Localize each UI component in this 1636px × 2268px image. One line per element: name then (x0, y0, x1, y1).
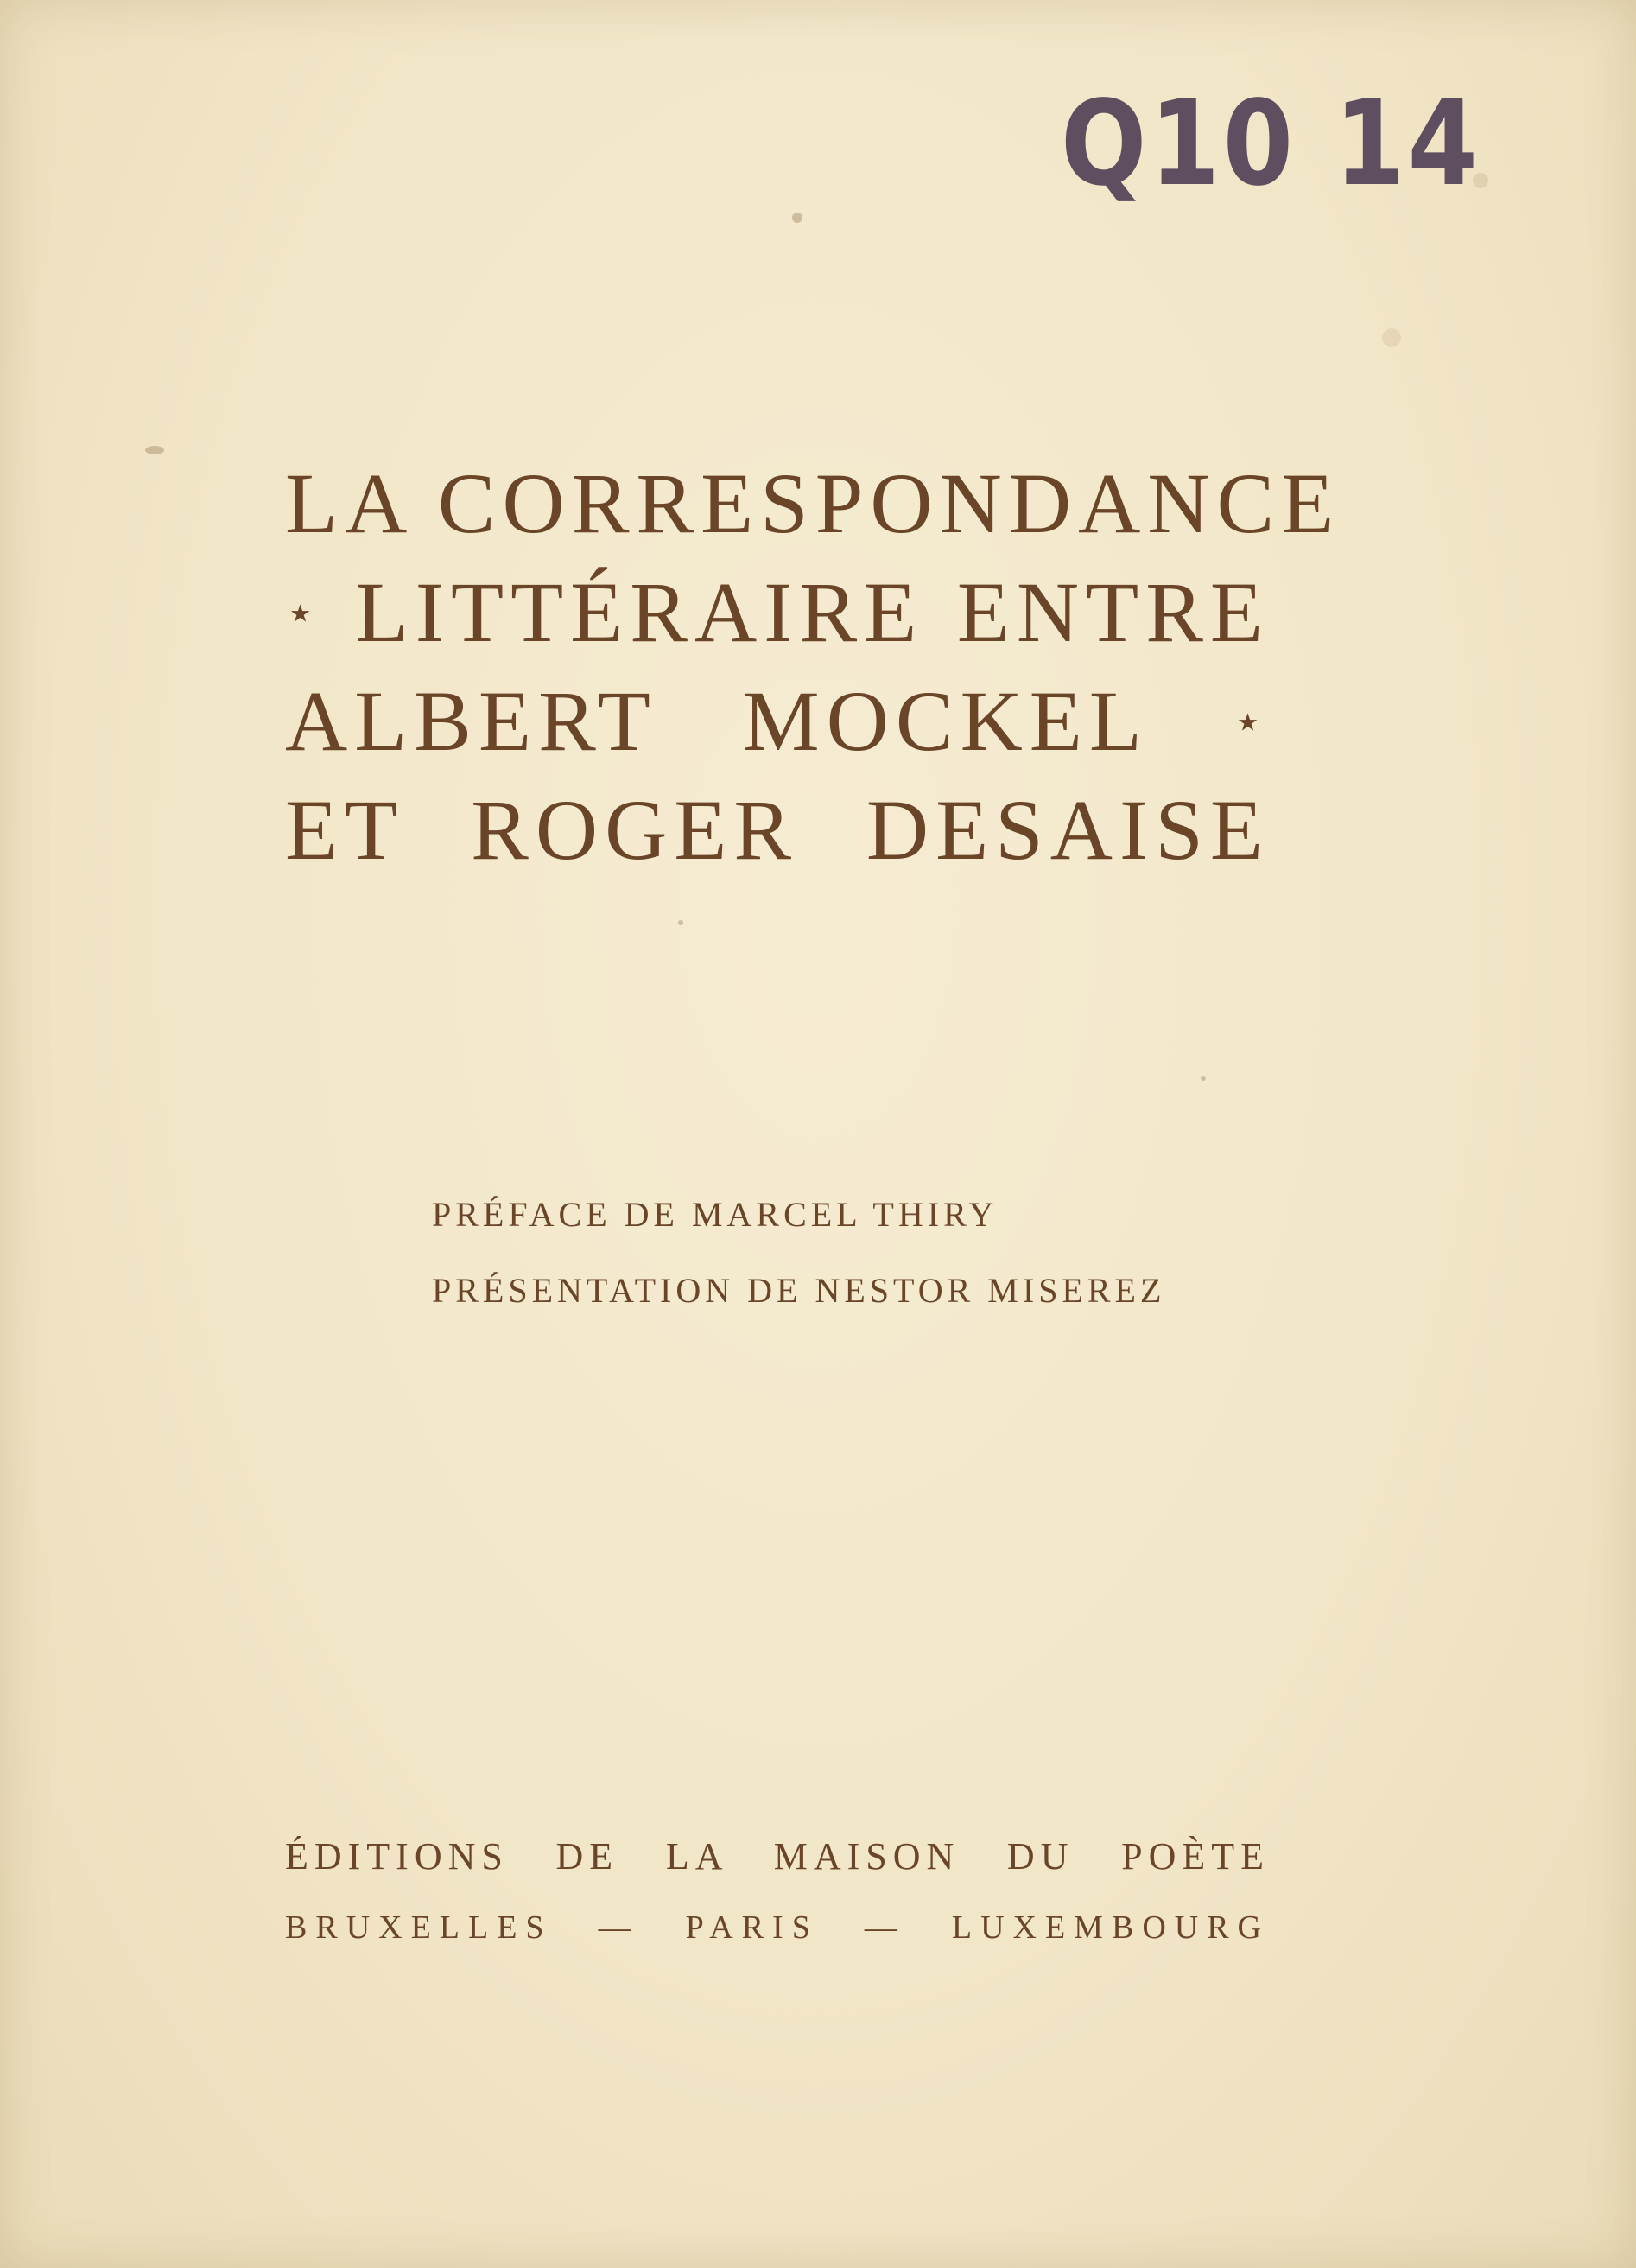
publisher-name: ÉDITIONS DE LA MAISON DU POÈTE (285, 1835, 1270, 1877)
credits (432, 1177, 1166, 1329)
title-line-4 (285, 776, 1270, 885)
title-line-2 (285, 558, 1270, 667)
publisher-block (285, 1820, 1270, 1961)
library-stamp: Q10 14 (1061, 76, 1481, 213)
paper-speck (678, 920, 683, 925)
star-ornament-icon: ⋆ (1232, 696, 1270, 749)
paper-speck (1473, 173, 1488, 188)
book-title (285, 449, 1341, 885)
presentation-credit: PRÉSENTATION DE NESTOR MISEREZ (432, 1271, 1166, 1310)
title-line-1 (285, 449, 1341, 558)
paper-speck (145, 446, 164, 454)
publisher-cities: BRUXELLES — PARIS — LUXEMBOURG (285, 1909, 1270, 1946)
paper-speck (1201, 1076, 1206, 1081)
title-line-1-text: LA CORRESPONDANCE (285, 455, 1341, 551)
paper-speck (1382, 328, 1401, 347)
title-line-4-text: ET ROGER DESAISE (285, 782, 1270, 878)
paper-speck (792, 213, 802, 223)
title-line-2-text: LITTÉRAIRE ENTRE (355, 564, 1270, 660)
title-line-3-text: ALBERT MOCKEL (285, 673, 1146, 769)
preface-credit: PRÉFACE DE MARCEL THIRY (432, 1195, 999, 1234)
title-line-3 (285, 667, 1270, 776)
star-ornament-icon: ⋆ (285, 587, 323, 640)
